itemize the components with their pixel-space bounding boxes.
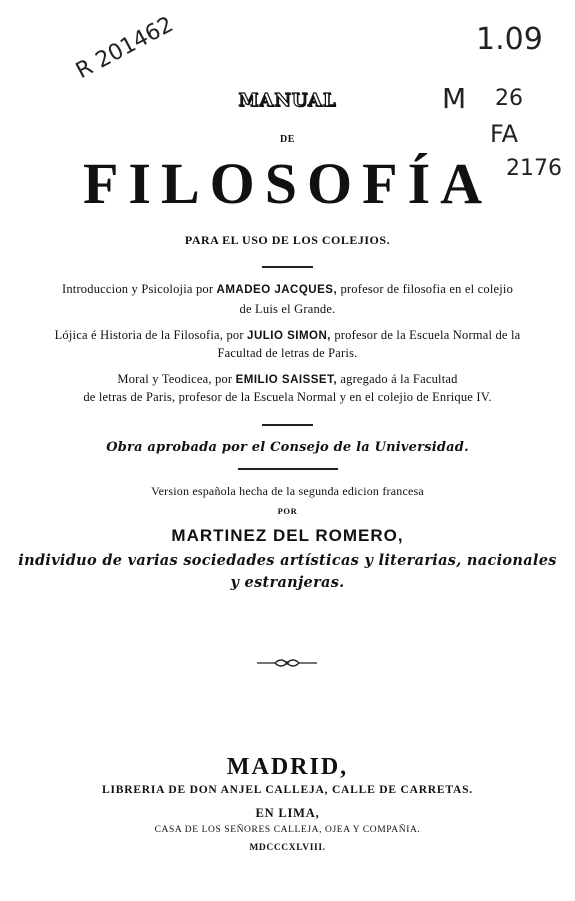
author-3-line-1: Moral y Teodicea, por EMILIO SAISSET, agregado á la Facultad [117,372,458,386]
handwritten-shelf-code: 2176 [506,156,562,181]
imprint-publisher: LIBRERIA DE DON ANJEL CALLEJA, CALLE DE CARRETAS. [102,784,473,796]
approval-line: Obra aprobada por el Consejo de la Universidad. [106,440,469,455]
author-3-line-2: de letras de Paris, profesor de la Escuela Normal y en el colejio de Enrique IV. [83,390,492,404]
ornament-icon [255,656,319,670]
author-2-line-2: Facultad de letras de Paris. [217,346,358,360]
translator-name: MARTINEZ DEL ROMERO, [171,526,404,545]
title-top: MANUAL [238,90,337,111]
author-2-name: JULIO SIMON, [247,330,331,342]
author-1-name: AMADEO JACQUES, [216,284,338,296]
version-note: Version española hecha de la segunda edicion francesa [151,484,424,498]
main-title: FILOSOFÍA [82,151,493,216]
title-de: DE [280,134,295,145]
author-1-line-1: Introduccion y Psicolojia por AMADEO JACQUES, profesor de filosofia en el colejio [61,282,514,296]
translator-description-1: individuo de varias sociedades artísticas y literarias, nacionales [18,552,557,569]
divider [262,424,313,426]
imprint-city: MADRID, [226,754,349,780]
divider [238,468,338,470]
handwritten-shelf-num: 26 [495,86,523,111]
author-1-line-2: de Luis el Grande. [239,302,336,316]
divider [262,266,313,268]
handwritten-shelf-m: M [442,82,467,115]
author-3-name: EMILIO SAISSET, [235,374,338,386]
handwritten-shelf-fa: FA [490,120,519,148]
translator-description-2: y estranjeras. [230,574,345,591]
imprint-city-2: EN LIMA, [255,806,320,820]
handwritten-accession: R 201462 [72,12,178,85]
por-label: POR [277,506,298,516]
handwritten-price: 1.09 [476,22,543,57]
subtitle: PARA EL USO DE LOS COLEJIOS. [184,233,391,247]
imprint-year: MDCCCXLVIII. [249,843,326,853]
imprint-publisher-2: CASA DE LOS SEÑORES CALLEJA, OJEA Y COMPAÑIA. [154,825,421,835]
author-2-line-1: Lójica é Historia de la Filosofia, por JULIO SIMON, profesor de la Escuela Normal de la [54,328,521,342]
